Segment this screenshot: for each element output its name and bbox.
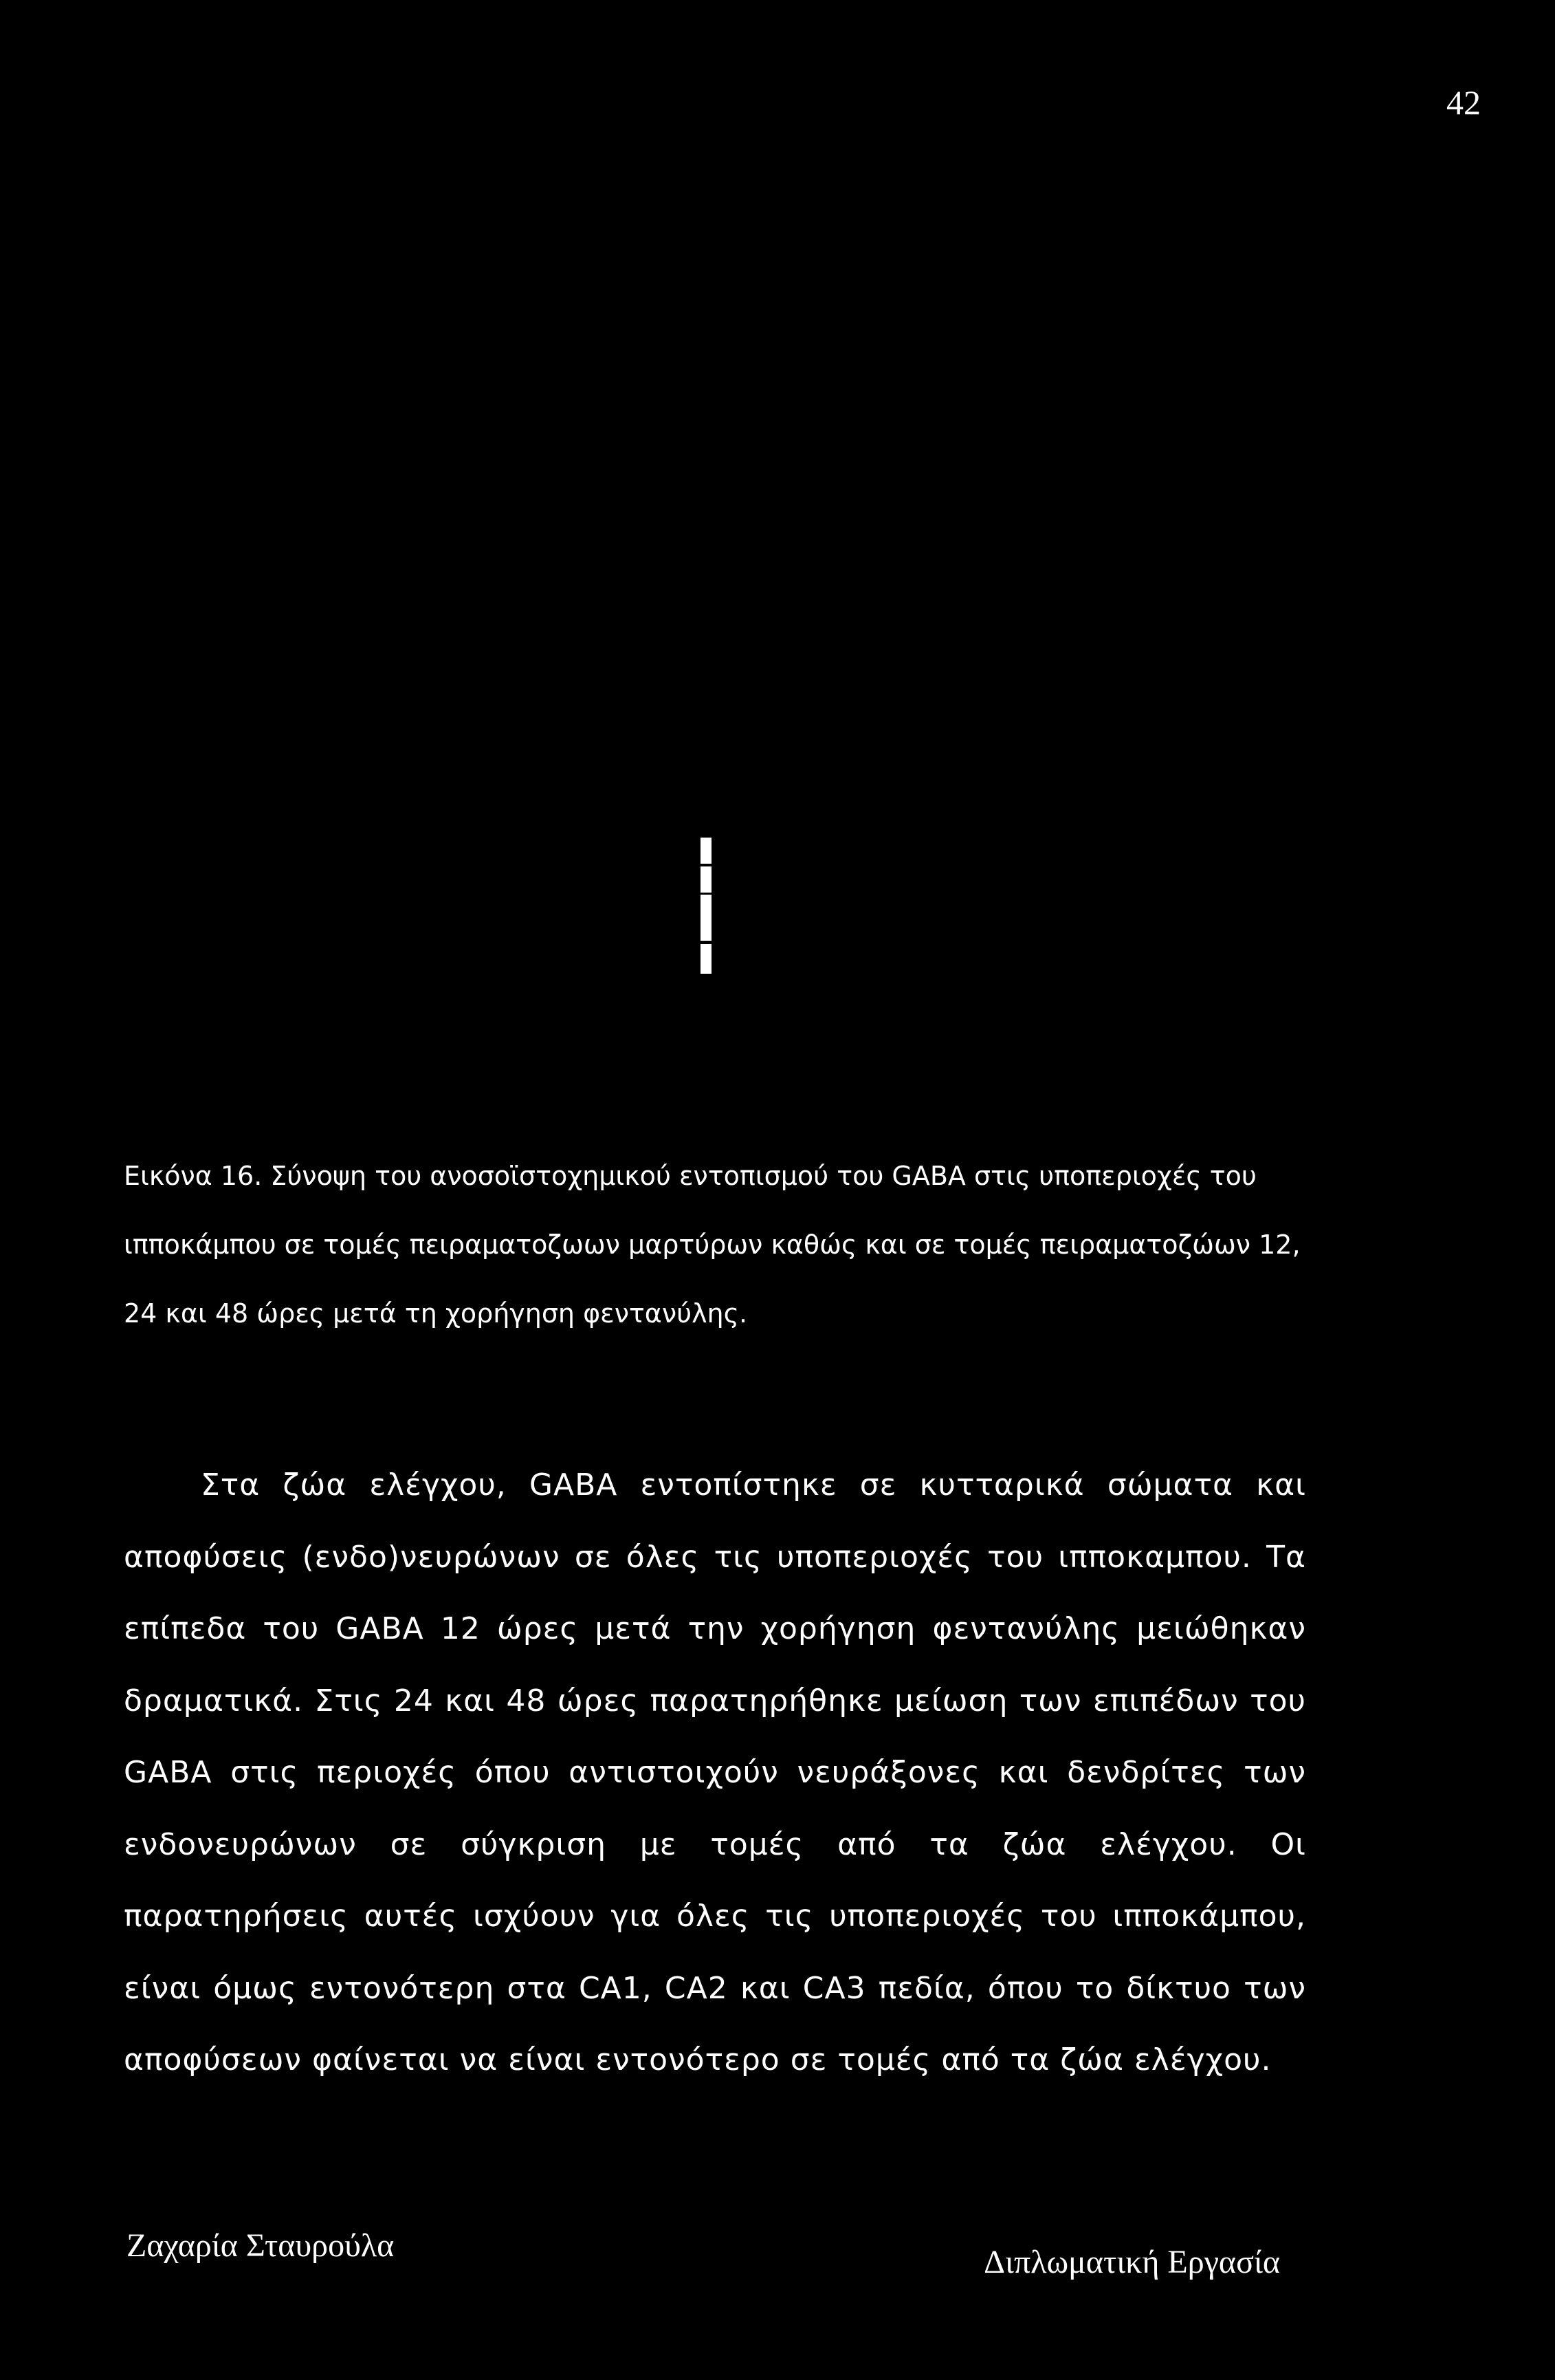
page-number: 42: [1446, 83, 1481, 122]
footer-author: Ζαχαρία Σταυρούλα: [126, 2227, 395, 2264]
figure-placeholder-bar-icon: [701, 838, 712, 974]
figure-caption: Εικόνα 16. Σύνοψη του ανοσοϊστοχημικού εντοπισμού του GABA στις υποπεριοχές του ιπποκάμπου σε τομές πειραματοζωων μαρτύρων καθώς και σε τομές πειραματοζώων 12, 24 και 48 ώρες μετά τη χορήγηση φεντανύλης.: [124, 1161, 1301, 1329]
body-paragraph: Στα ζώα ελέγχου, GABA εντοπίστηκε σε κυτταρικά σώματα και αποφύσεις (ενδο)νευρώνων σε όλες τις υποπεριοχές του ιπποκαμπου. Τα επίπεδα του GABA 12 ώρες μετά την χορήγηση φεντανύλης μειώθηκαν δραματικά. Στις 24 και 48 ώρες παρατηρήθηκε μείωση των επιπέδων του GABA στις περιοχές όπου αντιστοιχούν νευράξονες και δενδρίτες των ενδονευρώνων σε σύγκριση με τομές από τα ζώα ελέγχου. Οι παρατηρήσεις αυτές ισχύουν για όλες τις υποπεριοχές του ιπποκάμπου, είναι όμως εντονότερη στα CA1, CA2 και CA3 πεδία, όπου το δίκτυο των αποφύσεων φαίνεται να είναι εντονότερο σε τομές από τα ζώα ελέγχου.: [124, 1467, 1306, 2077]
footer-document-type: Διπλωματική Εργασία: [984, 2244, 1280, 2280]
